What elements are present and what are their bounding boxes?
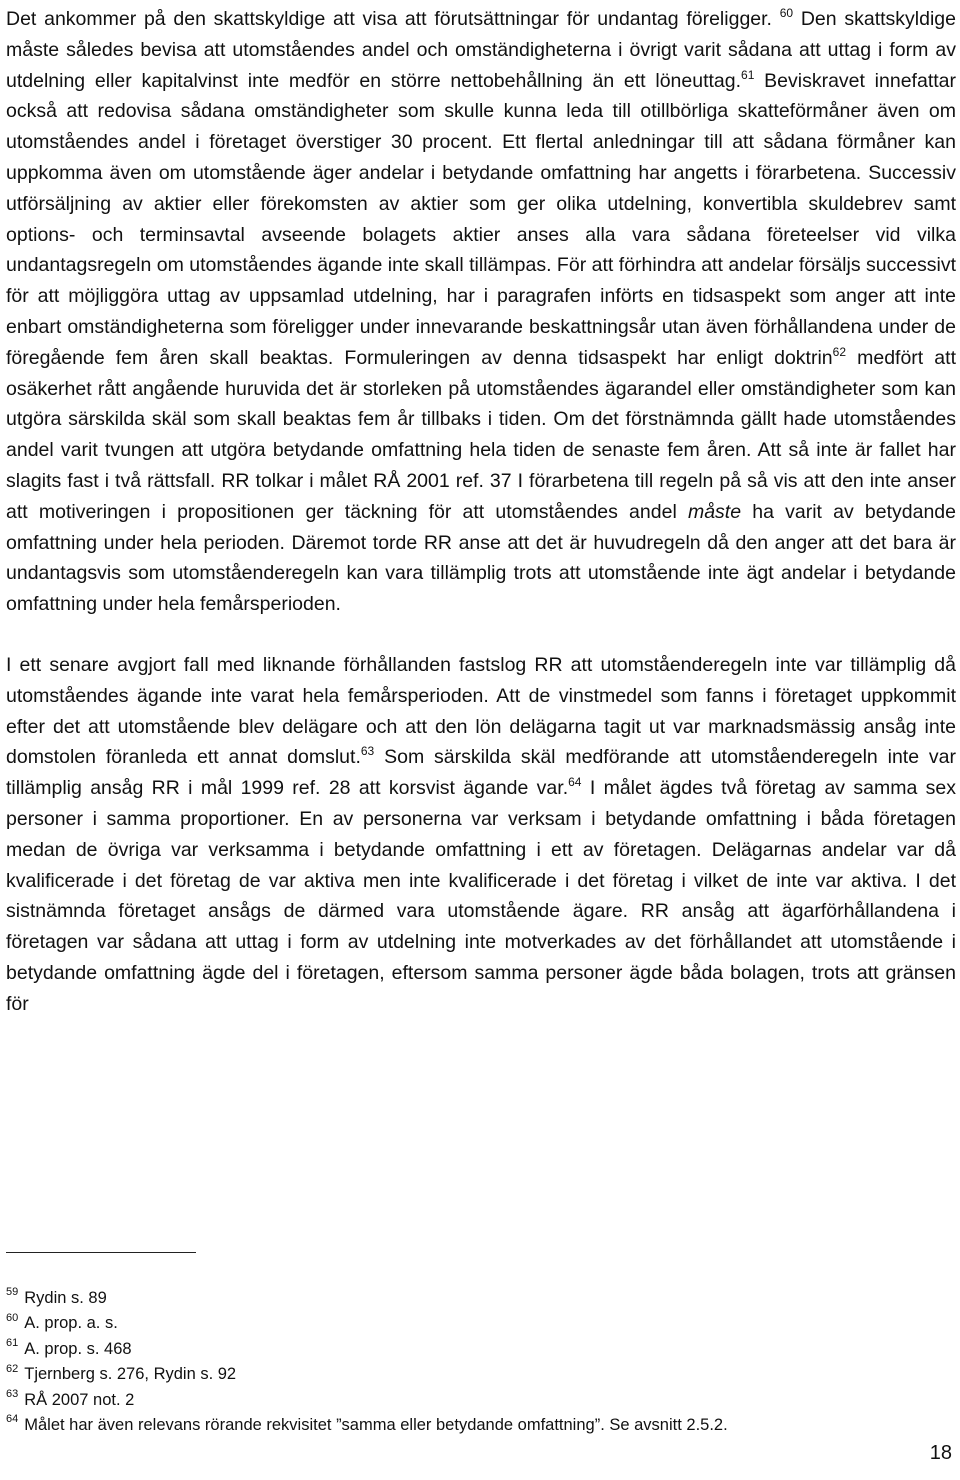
paragraph-1-text-1: Det ankommer på den skattskyldige att visa att förutsättningar för undantag föreligger. (6, 8, 772, 30)
footnote-text: A. prop. s. 468 (24, 1339, 132, 1358)
footnote-text: Rydin s. 89 (24, 1289, 107, 1307)
footnote-61 (6, 1337, 956, 1362)
body-paragraph-1 (6, 4, 956, 620)
footnote-number: 64 (6, 1413, 19, 1426)
footnote-62 (6, 1362, 956, 1387)
footnote-text: Tjernberg s. 276, Rydin s. 92 (24, 1365, 237, 1384)
footnote-separator (6, 1252, 196, 1253)
footnote-number: 63 (6, 1387, 19, 1400)
paragraph-1-text-2: Den skattskyldige måste således bevisa att utomståendes andel och omständigheterna i övrigt varit sådana att uttag i form av utdelning eller kapitalvinst inte medför en större nettobehållning än ett löneuttag. (6, 8, 956, 92)
footnote-64 (6, 1413, 956, 1438)
footnote-ref-63[interactable]: 63 (360, 744, 375, 759)
footnote-63 (6, 1388, 956, 1413)
footnote-text: Målet har även relevans rörande rekvisitet ”samma eller betydande omfattning”. Se avsnitt 2.5.2. (24, 1416, 728, 1435)
footnote-60 (6, 1311, 956, 1336)
emphasis-maste: måste (687, 500, 742, 523)
paragraph-2-text-1: I ett senare avgjort fall med liknande förhållanden fastslog RR att utomståenderegeln inte var tillämplig då utomståendes ägande inte varat hela femårsperioden. Att de vinstmedel som fanns i företaget uppkommit efter det att utomstående blev delägare och att den lön delägarna tagit ut var marknadsmässig ansåg inte domstolen föranleda ett annat domslut. (6, 653, 956, 769)
footnote-ref-60[interactable]: 60 (779, 6, 794, 21)
body-paragraph-2 (6, 650, 956, 1020)
document-page (6, 4, 956, 1020)
paragraph-1-text-5: ha varit av betydande omfattning under hela perioden. Däremot torde RR anse att det är huvudregeln då den anger att det bara är undantagsvis som utomståenderegeln kan vara tillämplig trots att utomstående inte ägt andelar i betydande omfattning under hela femårsperioden. (6, 500, 956, 616)
paragraph-2-text-2: Som särskilda skäl medförande att utomståenderegeln inte var tillämplig ansåg RR i mål 1999 ref. 28 att korsvist ägande var. (6, 746, 956, 800)
footnote-number: 59 (6, 1286, 19, 1299)
footnote-number: 60 (6, 1311, 19, 1324)
footnote-ref-61[interactable]: 61 (741, 67, 755, 82)
paragraph-2-text-3: I målet ägdes två företag av samma sex personer i samma proportioner. En av personerna var verksam i betydande omfattning i båda företagen medan de övriga var verksamma i betydande omfattning i ett av företagen. Delägarnas andelar var då kvalificerade i det företag de var aktiva men inte kvalificerade i det företag i vilket de inte var aktiva. I det sistnämnda företaget ansågs de därmed vara utomstående ägare. RR ansåg att ägarförhållandena i företagen var sådana att uttag i form av utdelning inte motverkades av det förhållandet att utomstående i betydande omfattning ägde del i företagen, eftersom samma personer ägde båda bolagen, trots att gränsen för (6, 777, 957, 1015)
page-number: 18 (929, 1442, 952, 1464)
footnote-number: 62 (6, 1362, 19, 1375)
footnote-text: RÅ 2007 not. 2 (24, 1390, 135, 1409)
footnote-ref-62[interactable]: 62 (832, 344, 846, 359)
paragraph-1-text-3: Beviskravet innefattar också att redovisa sådana omständigheter som skulle kunna leda till otillbörliga skatteförmåner även om utomståendes andel i företaget överstiger 30 procent. Ett flertal anledningar till att sådana förmåner kan uppkomma även om utomstående äger andelar i betydande omfattning har angetts i förarbetena. Successiv utförsäljning av aktier eller förekomsten av aktier som ger olika utdelning, konvertibla skuldebrev samt options- och terminsavtal avseende bolagets aktier anses alla vara sådana företeelser vid vilka undantagsregeln om utomståendes ägande inte skall tillämpas. För att förhindra att andelar försäljs successivt för att möjliggöra uttag av uppsamlad utdelning, har i paragrafen införts en tidsaspekt som anger att inte enbart omständigheterna som föreligger under innevarande beskattningsår utan även förhållandena under de föregående fem åren skall beaktas. Formuleringen av denna tidsaspekt har enligt doktrin (6, 69, 956, 369)
footnote-number: 61 (6, 1337, 19, 1350)
footnote-59 (6, 1286, 956, 1311)
footnotes (6, 1286, 956, 1438)
footnote-text: A. prop. a. s. (24, 1314, 118, 1333)
footnote-ref-64[interactable]: 64 (568, 775, 582, 790)
paragraph-1-text-4: medfört att osäkerhet rått angående huruvida det är storleken på utomståendes ägarandel eller omständigheter som kan utgöra särskilda skäl som skall beaktas fem år tillbaks i tiden. Om det förstnämnda gällt hade utomståendes andel varit tvungen att utgöra betydande omfattning hela tiden de senaste fem åren. Att så inte är fallet har slagits fast i två rättsfall. RR tolkar i målet RÅ 2001 ref. 37 I förarbetena till regeln på så vis att den inte anser att motiveringen i propositionen ger täckning för att utomståendes andel (6, 346, 956, 523)
